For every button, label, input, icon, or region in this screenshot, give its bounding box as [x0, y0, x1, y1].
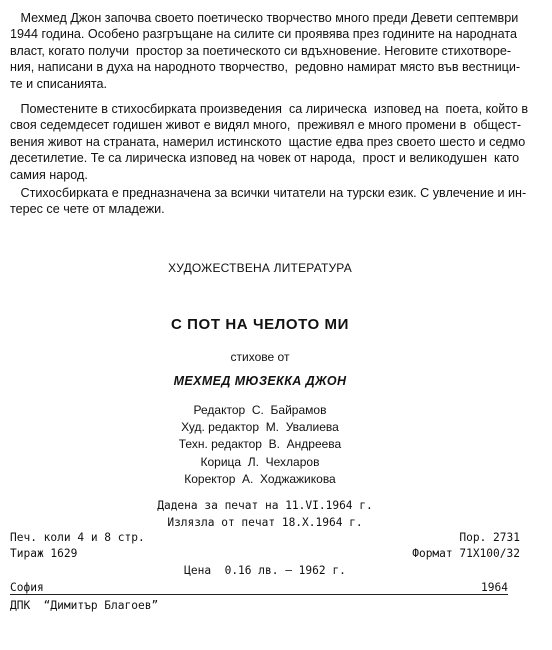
credit-editor: Редактор С. Байрамов	[193, 403, 327, 417]
print-released-date: Излязла от печат 18.X.1964 г.	[167, 516, 363, 529]
print-dates	[0, 497, 530, 531]
annotation-line: десетилетие. Те са лирическа изповед на човек от народа, прост и великодушен като	[10, 151, 520, 166]
book-title: С ПОТ НА ЧЕЛОТО МИ	[170, 316, 350, 333]
annotation-line: Стихосбирката е предназначена за всички читатели на турски език. С увлечение и ин-	[10, 186, 527, 200]
annotation-line: Поместените в стихосбирката произведения са лирическа изповед на поета, който в	[10, 102, 529, 116]
credit-proofreader: Коректор А. Ходжажикова	[184, 471, 336, 486]
publisher-name: ДПК “Димитър Благоев”	[10, 599, 159, 612]
credit-art-editor: Худ. редактор М. Увалиева	[181, 420, 339, 435]
annotation-line: те и списанията.	[10, 76, 108, 91]
book-subtitle: стихове от	[230, 350, 290, 364]
book-author: МЕХМЕД МЮЗЕККА ДЖОН	[173, 374, 347, 388]
annotation-line: своя седемдесет годишен живот е видял много, преживял е много промени в общест-	[10, 118, 522, 133]
annotation-line: ния, написани в духа на народното творчество, редовно намират място във вестници-	[10, 60, 521, 75]
order-number: Пор. 2731	[459, 531, 520, 544]
annotation-paragraph-2	[10, 101, 529, 183]
print-sheets: Печ. коли 4 и 8 стр.	[10, 531, 145, 544]
divider-rule	[10, 594, 508, 595]
publisher-city: София	[10, 581, 44, 594]
annotation-line: Мехмед Джон започва своето поетическо творчество много преди Девети септември	[10, 11, 519, 25]
annotation-line: самия народ.	[10, 167, 88, 182]
credit-tech-editor: Техн. редактор В. Андреева	[178, 437, 342, 452]
book-price: Цена 0.16 лв. – 1962 г.	[184, 564, 346, 577]
annotation-line: власт, когато получи простор за поетическото си вдъхновение. Неговите стихотворе-	[10, 43, 512, 58]
annotation-line: терес се чете от младежи.	[10, 202, 165, 217]
credit-cover: Корица Л. Чехларов	[200, 454, 320, 469]
print-run: Тираж 1629	[10, 547, 78, 560]
annotation-line: 1944 година. Особено разгръщане на силите си проявява през годините на народната	[10, 27, 517, 42]
annotation-line: вения живот на страната, намерил истинското щастие едва през своето шесто и седмо	[10, 134, 526, 149]
print-submitted-date: Дадена за печат на 11.VI.1964 г.	[157, 499, 373, 512]
publication-year: 1964	[481, 581, 508, 594]
literature-category: ХУДОЖЕСТВЕНА ЛИТЕРАТУРА	[168, 261, 352, 275]
annotation-paragraph-3	[10, 185, 527, 218]
book-format: Формат 71Х100/32	[412, 547, 520, 560]
annotation-paragraph-1	[10, 10, 521, 92]
credits-list	[0, 402, 520, 488]
